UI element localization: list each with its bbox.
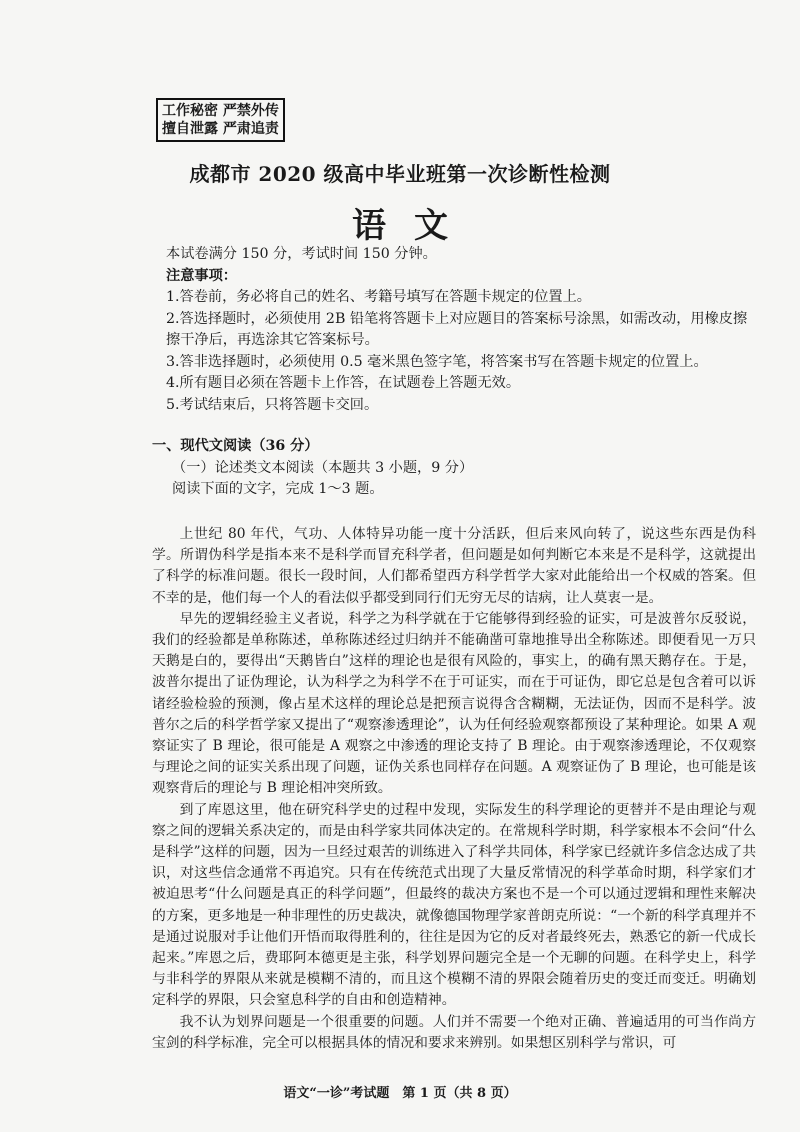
passage-paragraph: 到了库恩这里，他在研究科学史的过程中发现，实际发生的科学理论的更替并不是由理论与观察之间的逻辑关系决定的，而是由科学家共同体决定的。在常规科学时期，科学家根本不会问“什么是科学”这样的问题，因为一旦经过艰苦的训练进入了科学共同体，科学家已经就许多信念达成了共识，对这些信念通常不再追究。只有在传统范式出现了大量反常情况的科学革命时期，科学家们才被迫思考“什么问题是真正的科学问题”，但最终的裁决方案也不是一个可以通过逻辑和理性来解决的方案，更多地是一种非理性的历史裁决，就像德国物理学家普朗克所说：“一个新的科学真理并不是通过说服对手让他们开悟而取得胜利的，往往是因为它的反对者最终死去，熟悉它的新一代成长起来。”库恩之后，费耶阿本德更是主张，科学划界问题完全是一个无聊的问题。在科学史上，科学与非科学的界限从来就是模糊不清的，而且这个模糊不清的界限会随着历史的变迁而变迁。明确划定科学的界限，只会窒息科学的自由和创造精神。 [152, 801, 756, 1009]
instruction-item: 5.考试结束后，只将答题卡交回。 [166, 396, 379, 413]
passage-paragraph: 上世纪 80 年代，气功、人体特异功能一度十分活跃，但后来风向转了，说这些东西是伪科学。所谓伪科学是指本来不是科学而冒充科学者，但问题是如何判断它本来是不是科学，这就提出了科学的标准问题。很长一段时间，人们都希望西方科学哲学大家对此能给出一个权威的答案。但不幸的是，他们每一个人的看法似乎都受到同行们无穷无尽的诘病，让人莫衷一是。 [152, 526, 756, 606]
page-footer: 语文“一诊”考试题 第 1 页（共 8 页） [283, 1086, 517, 1101]
instruction-item: 3.答非选择题时，必须使用 0.5 毫米黑色签字笔，将答案书写在答题卡规定的位置上。 [166, 353, 708, 370]
instructions-intro: 本试卷满分 150 分，考试时间 150 分钟。 [166, 246, 437, 262]
subsection-heading: （一）论述类文本阅读（本题共 3 小题，9 分） [172, 459, 474, 476]
instruction-item: 1.答卷前，务必将自己的姓名、考籍号填写在答题卡规定的位置上。 [166, 289, 591, 305]
instruction-item: 4.所有题目必须在答题卡上作答，在试题卷上答题无效。 [166, 375, 521, 391]
stamp-line-2: 擅自泄露 严肃追责 [162, 121, 279, 137]
section-header [152, 436, 756, 501]
confidential-stamp [156, 98, 285, 142]
instructions-heading: 注意事项： [166, 267, 237, 284]
reading-prompt: 阅读下面的文字，完成 1～3 题。 [172, 481, 384, 497]
passage-paragraph: 我不认为划界问题是一个很重要的问题。人们并不需要一个绝对正确、普遍适用的可当作尚方宝剑的科学标准，完全可以根据具体的情况和要求来辨别。如果想区别科学与常识，可 [152, 1013, 756, 1051]
reading-passage [152, 524, 756, 1054]
instructions [166, 244, 754, 416]
stamp-line-1: 工作秘密 严禁外传 [162, 103, 279, 119]
subject-title: 语文 [352, 206, 476, 246]
exam-title: 成都市 2020 级高中毕业班第一次诊断性检测 [189, 162, 611, 186]
instruction-item: 2.答选择题时，必须使用 2B 铅笔将答题卡上对应题目的答案标号涂黑，如需改动，用橡皮擦擦干净后，再选涂其它答案标号。 [166, 310, 748, 348]
section-heading: 一、现代文阅读（36 分） [152, 438, 319, 454]
passage-paragraph: 早先的逻辑经验主义者说，科学之为科学就在于它能够得到经验的证实，可是波普尔反驳说，我们的经验都是单称陈述，单称陈述经过归纳并不能确凿可靠地推导出全称陈述。即便看见一万只天鹅是白的，要得出“天鹅皆白”这样的理论也是很有风险的，事实上，的确有黑天鹅存在。于是，波普尔提出了证伪理论，认为科学之为科学不在于可证实，而在于可证伪，即它总是包含着可以诉诸经验检验的预测，像占星术这样的理论总是把预言说得含含糊糊，无法证伪，因而不是科学。波普尔之后的科学哲学家又提出了“观察渗透理论”，认为任何经验观察都预设了某种理论。如果 A 观察证实了 B 理论，很可能是 A 观察之中渗透的理论支持了 B 理论。由于观察渗透理论，不仅观察与理论之间的证实关系出现了问题，证伪关系也同样存在问题。A 观察证伪了 B 理论，也可能是该观察背后的理论与 B 理论相冲突所致。 [152, 610, 756, 797]
